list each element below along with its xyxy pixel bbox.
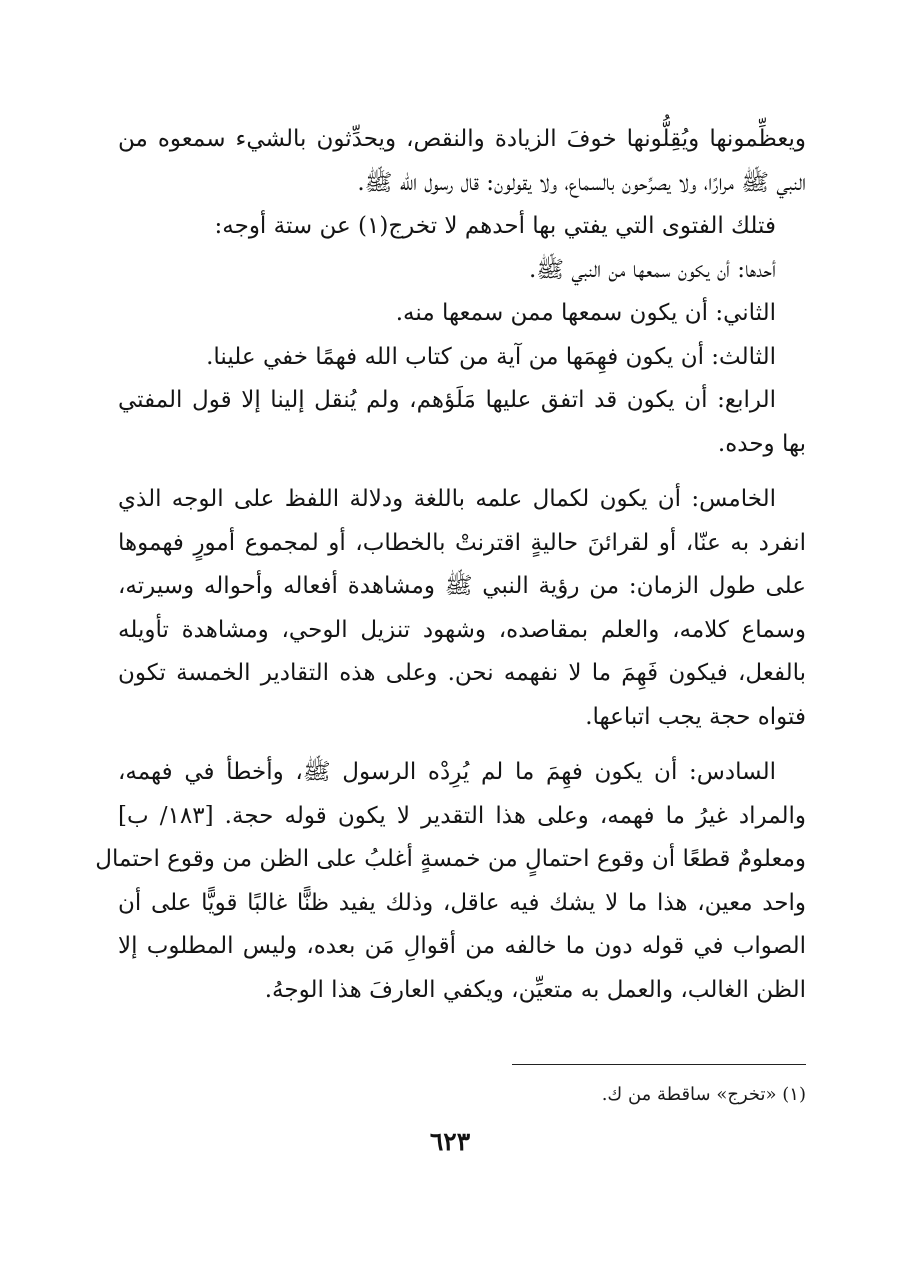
text-line: الظن الغالب، والعمل به متعيِّن، ويكفي العارفَ هذا الوجهُ. xyxy=(264,976,806,1003)
text-line: بالفعل، فيكون فَهِمَ ما لا نفهمه نحن. وعلى هذه التقادير الخمسة تكون xyxy=(118,660,806,686)
text-line: فتلك الفتوى التي يفتي بها أحدهم لا تخرج(١) عن ستة أوجه: xyxy=(214,213,776,239)
text-line: الرابع: أن يكون قد اتفق عليها مَلَؤهم، ولم يُنقل إلينا إلا قول المفتي xyxy=(118,387,776,413)
paragraph xyxy=(118,336,806,380)
paragraph xyxy=(118,205,806,249)
paragraph xyxy=(118,249,806,293)
text-line: فتواه حجة يجب اتباعها. xyxy=(585,703,806,730)
paragraph xyxy=(118,118,806,205)
text-line: الخامس: أن يكون لكمال علمه باللغة ودلالة اللفظ على الوجه الذي xyxy=(118,486,776,512)
text-line: ومعلومٌ قطعًا أن وقوع احتمالٍ من خمسةٍ أغلبُ على الظن من وقوع احتمال xyxy=(95,846,806,872)
text-line: ويعظِّمونها ويُقِلُّونها خوفَ الزيادة والنقص، ويحدِّثون بالشيء سمعوه من xyxy=(118,126,806,152)
main-text xyxy=(95,118,806,1012)
text-line: أحدها: أن يكون سمعها من النبي ﷺ. xyxy=(528,256,776,283)
paragraph xyxy=(118,379,806,466)
footnote-divider xyxy=(512,1064,806,1065)
text-line: النبي ﷺ مرارًا، ولا يصرِّحون بالسماع، ولا يقولون: قال رسول الله ﷺ. xyxy=(357,169,806,196)
paragraph-gap xyxy=(118,739,806,751)
text-line: السادس: أن يكون فهِمَ ما لم يُرِدْه الرسول ﷺ، وأخطأ في فهمه، xyxy=(118,759,776,785)
footnote: (١) «تخرج» ساقطة من ك. xyxy=(601,1084,806,1105)
text-line: الثالث: أن يكون فهِمَها من آية من كتاب الله فهمًا خفي علينا. xyxy=(206,343,776,370)
text-line: واحد معين، هذا ما لا يشك فيه عاقل، وذلك يفيد ظنًّا غالبًا قويًّا على أن xyxy=(118,889,806,916)
text-line: الصواب في قوله دون ما خالفه من أقوالِ مَن بعده، وليس المطلوب إلا xyxy=(118,933,806,959)
text-line: بها وحده. xyxy=(717,430,806,457)
text-line: والمراد غيرُ ما فهمه، وعلى هذا التقدير لا يكون قوله حجة. [١٨٣/ ب] xyxy=(118,802,806,829)
page-number: ٦٢٣ xyxy=(429,1127,471,1156)
paragraph xyxy=(118,478,806,739)
text-line: على طول الزمان: من رؤية النبي ﷺ ومشاهدة أفعاله وأحواله وسيرته، xyxy=(118,573,806,599)
paragraph xyxy=(95,751,806,1012)
text-line: وسماع كلامه، والعلم بمقاصده، وشهود تنزيل الوحي، ومشاهدة تأويله xyxy=(118,616,806,643)
text-line: الثاني: أن يكون سمعها ممن سمعها منه. xyxy=(395,300,776,326)
paragraph xyxy=(118,292,806,336)
text-line: انفرد به عنّا، أو لقرائنَ حاليةٍ اقترنتْ بالخطاب، أو لمجموع أمورٍ فهموها xyxy=(118,529,806,556)
paragraph-gap xyxy=(118,466,806,478)
